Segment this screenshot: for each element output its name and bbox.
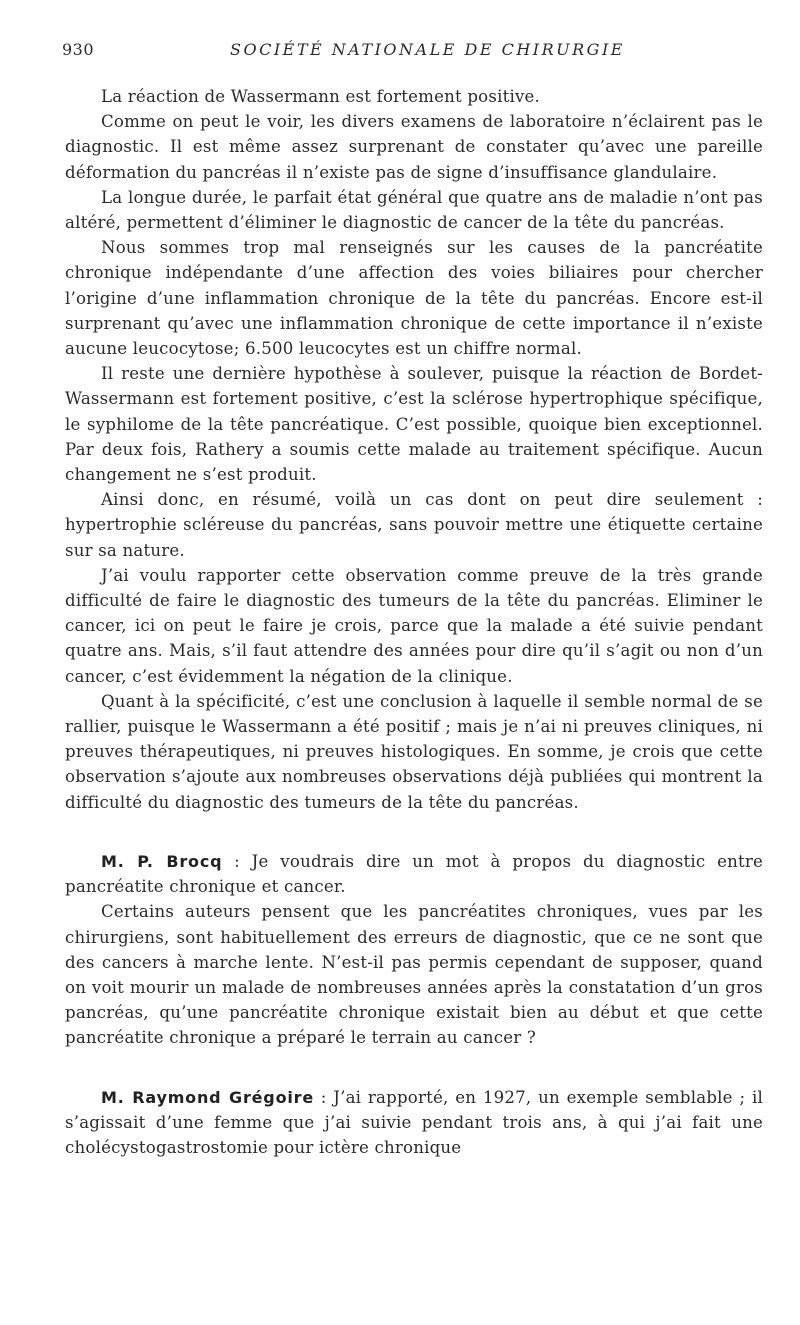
- intervention-brocq: M. P. Brocq : Je voudrais dire un mot à propos du diagnostic entre pancréatite chronique et cancer.: [65, 851, 763, 897]
- running-title: SOCIÉTÉ NATIONALE DE CHIRURGIE: [230, 40, 625, 59]
- page-header: [62, 40, 760, 64]
- paragraph: Quant à la spécificité, c’est une conclusion à laquelle il semble normal de se rallier, puisque le Wassermann a été positif ; mais je n’ai ni preuves cliniques, ni preuves thérapeutiques, ni preuves histologiques. En somme, je crois que cette observation s’ajoute aux nombreuses observations déjà publiées qui montrent la difficulté du diagnostic des tumeurs de la tête du pancréas.: [65, 691, 763, 812]
- paragraph: Nous sommes trop mal renseignés sur les causes de la pancréatite chronique indépendante d’une affection des voies biliaires pour chercher l’origine d’une inflammation chronique de la tête du pancréas. Encore est-il surprenant qu’avec une inflammation chronique de cette importance il n’existe aucune leucocytose; 6.500 leucocytes est un chiffre normal.: [65, 238, 763, 359]
- intervention-gregoire: M. Raymond Grégoire : J’ai rapporté, en 1927, un exemple semblable ; il s’agissait d’une femme que j’ai suivie pendant trois ans, à qui j’ai fait une cholécystogastrostomie pour ictère chronique: [65, 1087, 763, 1157]
- paragraph: Il reste une dernière hypothèse à soulever, puisque la réaction de Bordet-Wassermann est fortement positive, c’est la sclérose hypertrophique spécifique, le syphilome de la tête pancréatique. C’est possible, quoique bien exceptionnel. Par deux fois, Rathery a soumis cette malade au traitement spécifique. Aucun changement ne s’est produit.: [65, 364, 763, 485]
- speaker-name: M. P. Brocq: [101, 851, 223, 871]
- paragraph: La longue durée, le parfait état général que quatre ans de maladie n’ont pas altéré, permettent d’éliminer le diagnostic de cancer de la tête du pancréas.: [65, 187, 763, 233]
- page-number: 930: [62, 40, 95, 59]
- paragraph: Certains auteurs pensent que les pancréatites chroniques, vues par les chirurgiens, sont habituellement des erreurs de diagnostic, que ce ne sont que des cancers à marche lente. N’est-il pas permis cependant de supposer, quand on voit mourir un malade de nombreuses années après la constatation d’un gros pancréas, qu’une pancréatite chronique existait bien au début et que cette pancréatite chronique a préparé le terrain au cancer ?: [65, 902, 763, 1048]
- article-body: [65, 84, 763, 1160]
- paragraph: La réaction de Wassermann est fortement positive.: [101, 87, 541, 106]
- paragraph: Comme on peut le voir, les divers examens de laboratoire n’éclairent pas le diagnostic. Il est même assez surprenant de constater qu’avec une pareille déformation du pancréas il n’existe pas de signe d’insuffisance glandulaire.: [65, 112, 763, 182]
- paragraph: Ainsi donc, en résumé, voilà un cas dont on peut dire seulement : hypertrophie scléreuse du pancréas, sans pouvoir mettre une étiquette certaine sur sa nature.: [65, 490, 763, 560]
- paragraph: J’ai voulu rapporter cette observation comme preuve de la très grande difficulté de faire le diagnostic des tumeurs de la tête du pancréas. Eliminer le cancer, ici on peut le faire je crois, parce que la malade a été suivie pendant quatre ans. Mais, s’il faut attendre des années pour dire qu’il s’agit ou non d’un cancer, c’est évidemment la négation de la clinique.: [65, 565, 763, 686]
- speaker-name: M. Raymond Grégoire: [101, 1087, 314, 1107]
